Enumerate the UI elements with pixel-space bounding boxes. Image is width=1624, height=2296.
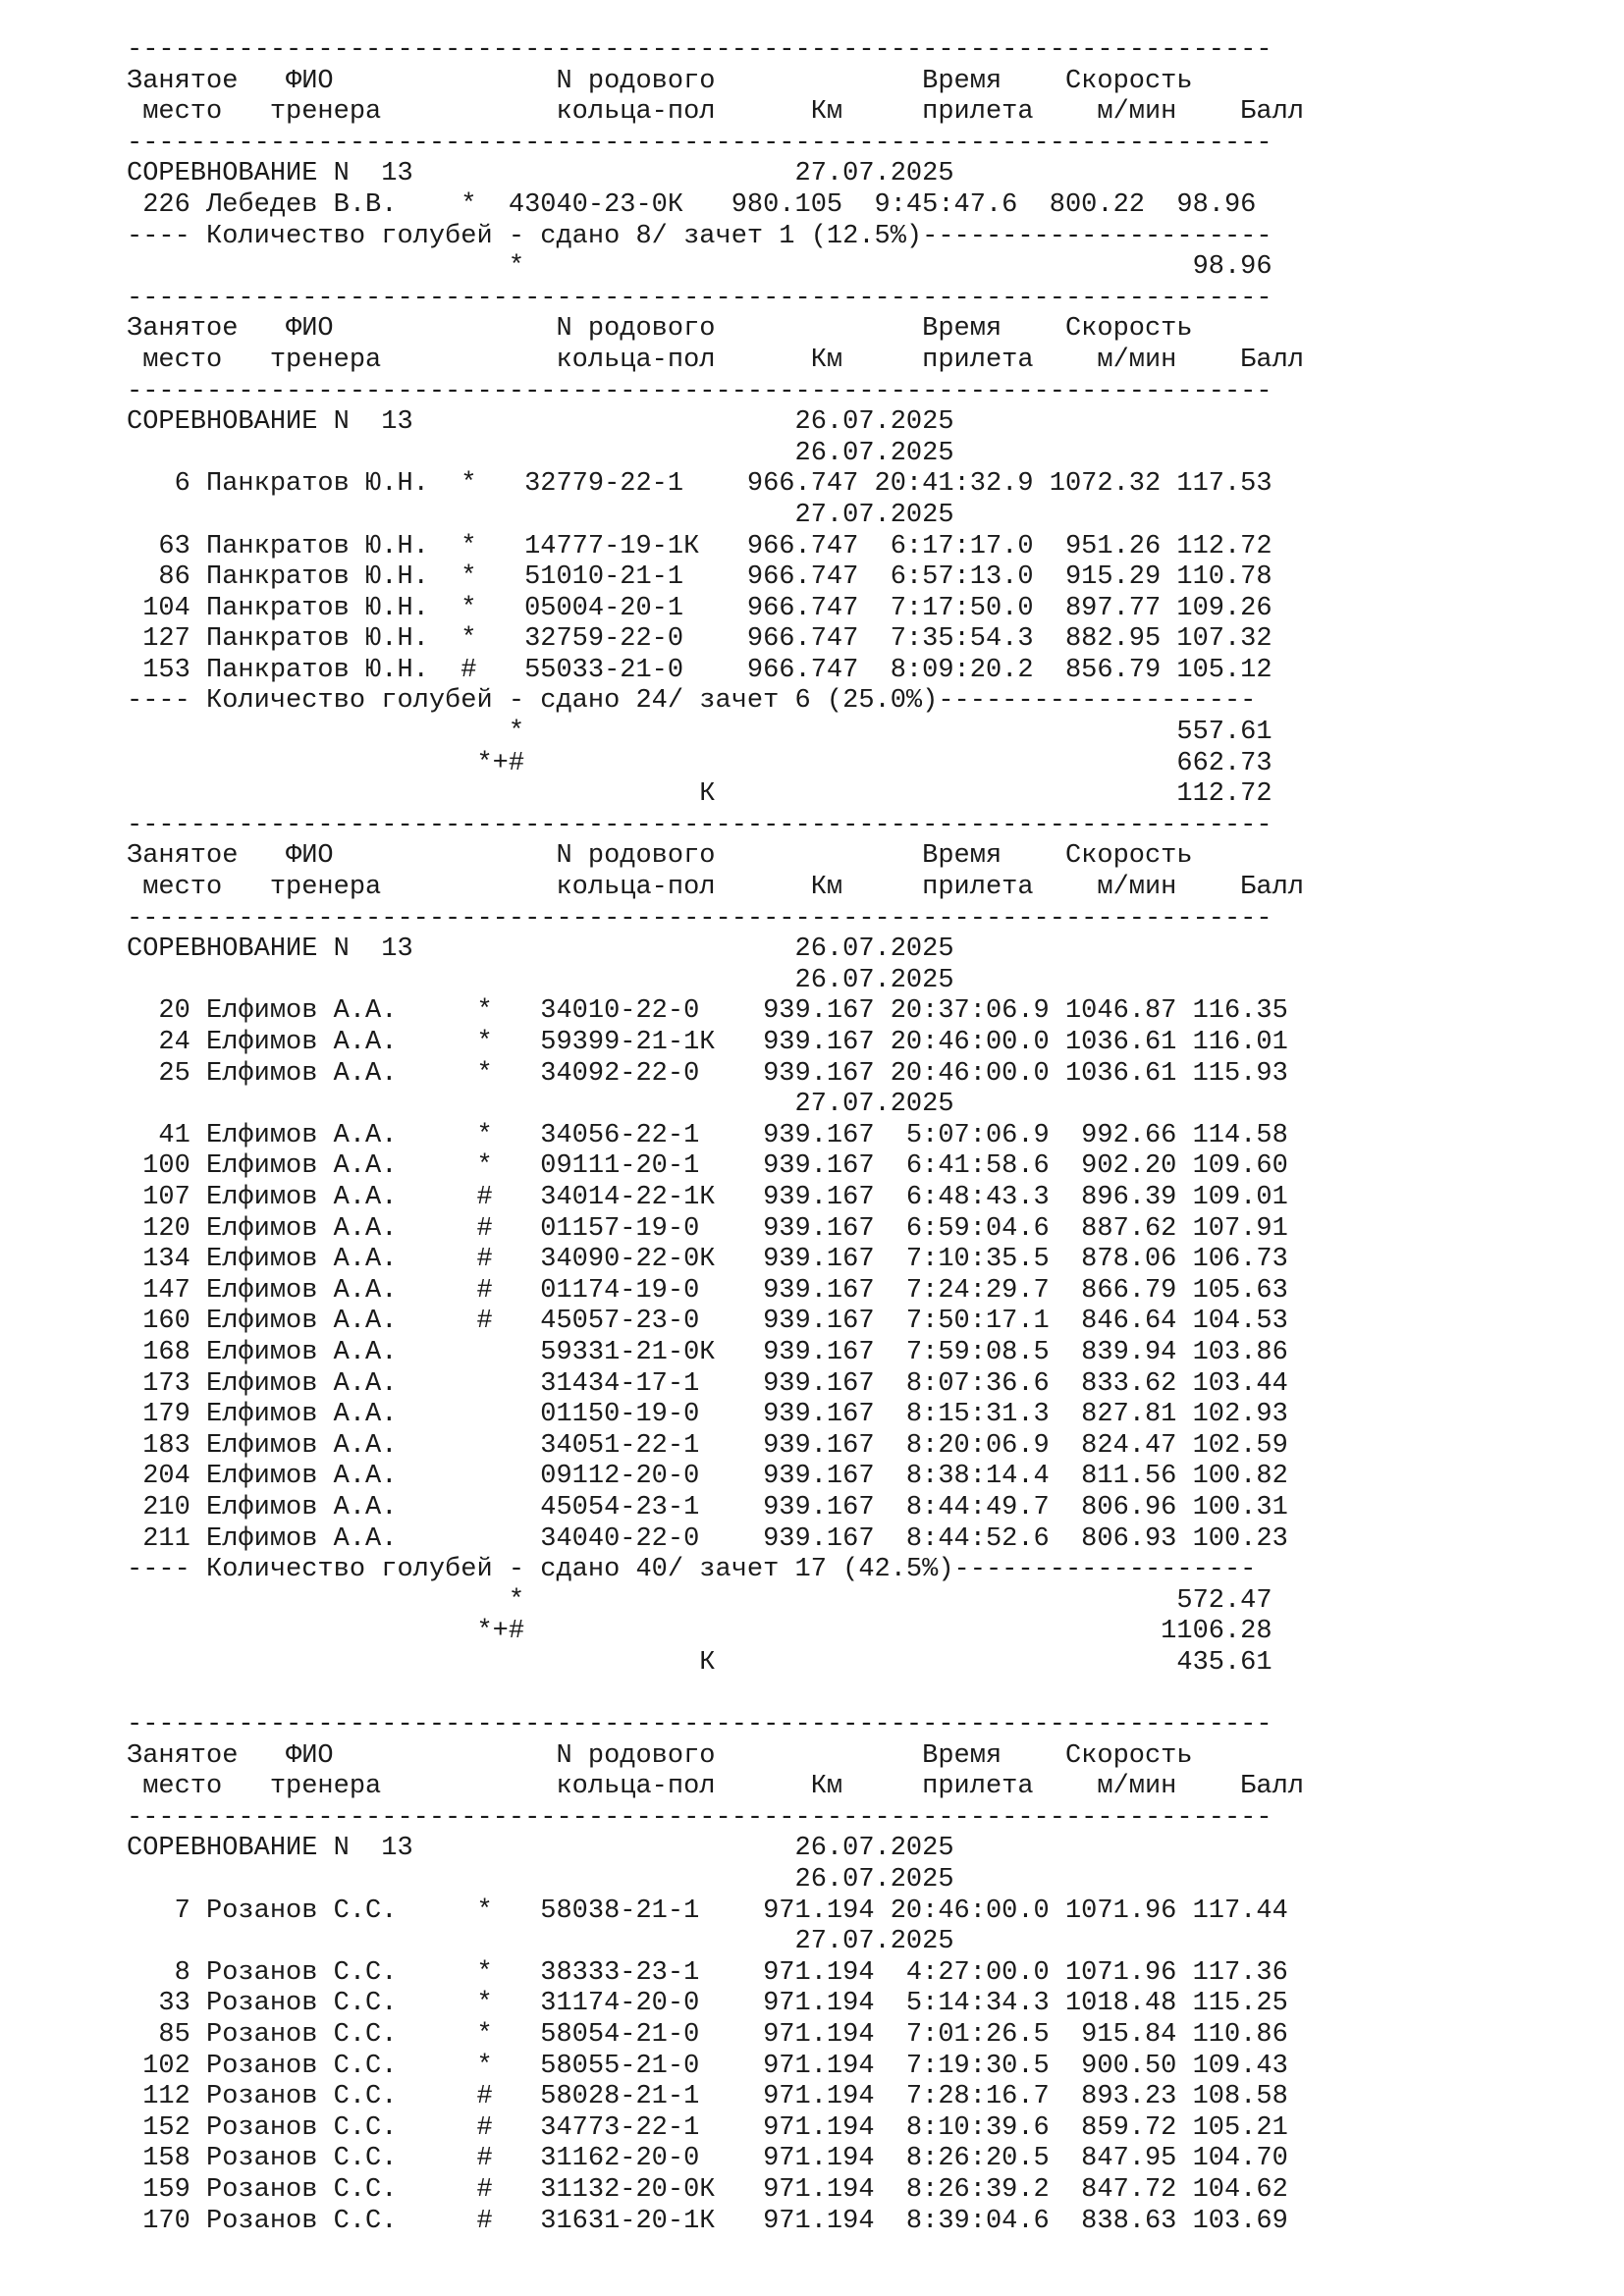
results-line: 210 Елфимов А.А. 45054-23-1 939.167 8:44:49.7 806.96 100.31 <box>127 1492 1288 1522</box>
results-block <box>127 407 1501 811</box>
column-header-line-1: Занятое ФИО N родового Время Скорость <box>127 314 1193 345</box>
results-line: 160 Елфимов А.А. # 45057-23-0 939.167 7:50:17.1 846.64 104.53 <box>127 1307 1288 1337</box>
results-line: 102 Розанов С.С. * 58055-21-0 971.194 7:19:30.5 900.50 109.43 <box>127 2051 1288 2081</box>
results-line: 26.07.2025 <box>127 965 954 995</box>
column-header-line-1: Занятое ФИО N родового Время Скорость <box>127 1740 1193 1771</box>
column-header-line-1: Занятое ФИО N родового Время Скорость <box>127 841 1193 872</box>
column-header-line-2: место тренера кольца-пол Км прилета м/мин Балл <box>127 345 1304 375</box>
separator-line: ------------------------------------------------------------------------ <box>127 1710 1272 1740</box>
results-line: *+# 662.73 <box>127 748 1272 778</box>
results-line: * 572.47 <box>127 1585 1272 1616</box>
column-header-line-2: место тренера кольца-пол Км прилета м/мин Балл <box>127 1772 1304 1802</box>
results-line: 7 Розанов С.С. * 58038-21-1 971.194 20:46:00.0 1071.96 117.44 <box>127 1896 1288 1926</box>
results-line: 183 Елфимов А.А. 34051-22-1 939.167 8:20:06.9 824.47 102.59 <box>127 1430 1288 1461</box>
results-line: 27.07.2025 <box>127 500 954 530</box>
column-header-line-1: Занятое ФИО N родового Время Скорость <box>127 66 1193 96</box>
results-line: 6 Панкратов Ю.Н. * 32779-22-1 966.747 20:41:32.9 1072.32 117.53 <box>127 469 1272 500</box>
results-line: 211 Елфимов А.А. 34040-22-0 939.167 8:44:52.6 806.93 100.23 <box>127 1523 1288 1554</box>
results-line: 170 Розанов С.С. # 31631-20-1К 971.194 8:39:04.6 838.63 103.69 <box>127 2206 1288 2236</box>
separator-line: ------------------------------------------------------------------------ <box>127 35 1272 65</box>
results-line: ---- Количество голубей - сдано 24/ зачет 6 (25.0%)-------------------- <box>127 686 1257 717</box>
results-line: * 98.96 <box>127 252 1272 283</box>
results-line: 179 Елфимов А.А. 01150-19-0 939.167 8:15:31.3 827.81 102.93 <box>127 1400 1288 1430</box>
results-line: 112 Розанов С.С. # 58028-21-1 971.194 7:28:16.7 893.23 108.58 <box>127 2082 1288 2112</box>
results-line: СОРЕВНОВАНИЕ N 13 26.07.2025 <box>127 1834 954 1864</box>
results-line: ---- Количество голубей - сдано 8/ зачет 1 (12.5%)---------------------- <box>127 221 1272 251</box>
results-line: 226 Лебедев В.В. * 43040-23-0К 980.105 9:45:47.6 800.22 98.96 <box>127 189 1257 220</box>
results-line: К 112.72 <box>127 779 1272 810</box>
results-line: 33 Розанов С.С. * 31174-20-0 971.194 5:14:34.3 1018.48 115.25 <box>127 1989 1288 2019</box>
results-line: СОРЕВНОВАНИЕ N 13 27.07.2025 <box>127 159 954 189</box>
results-line: 158 Розанов С.С. # 31162-20-0 971.194 8:26:20.5 847.95 104.70 <box>127 2144 1288 2174</box>
results-line: СОРЕВНОВАНИЕ N 13 26.07.2025 <box>127 407 954 438</box>
results-block <box>127 934 1501 1679</box>
results-line: 20 Елфимов А.А. * 34010-22-0 939.167 20:37:06.9 1046.87 116.35 <box>127 996 1288 1027</box>
results-line: 107 Елфимов А.А. # 34014-22-1К 939.167 6:48:43.3 896.39 109.01 <box>127 1182 1288 1212</box>
results-document <box>127 35 1501 2237</box>
separator-line: ------------------------------------------------------------------------ <box>127 903 1272 934</box>
results-line: 152 Розанов С.С. # 34773-22-1 971.194 8:10:39.6 859.72 105.21 <box>127 2112 1288 2143</box>
separator-line: ------------------------------------------------------------------------ <box>127 1802 1272 1833</box>
results-line: 26.07.2025 <box>127 1865 954 1896</box>
separator-line: ------------------------------------------------------------------------ <box>127 810 1272 840</box>
results-line: 173 Елфимов А.А. 31434-17-1 939.167 8:07:36.6 833.62 103.44 <box>127 1368 1288 1399</box>
results-line: 104 Панкратов Ю.Н. * 05004-20-1 966.747 7:17:50.0 897.77 109.26 <box>127 593 1272 623</box>
separator-line: ------------------------------------------------------------------------ <box>127 128 1272 158</box>
results-line: 26.07.2025 <box>127 438 954 468</box>
results-line: ---- Количество голубей - сдано 40/ зачет 17 (42.5%)------------------- <box>127 1555 1257 1585</box>
results-line: 8 Розанов С.С. * 38333-23-1 971.194 4:27:00.0 1071.96 117.36 <box>127 1957 1288 1988</box>
results-block <box>127 159 1501 283</box>
blank-line <box>127 1679 1501 1710</box>
results-line: 127 Панкратов Ю.Н. * 32759-22-0 966.747 7:35:54.3 882.95 107.32 <box>127 624 1272 655</box>
separator-line: ------------------------------------------------------------------------ <box>127 376 1272 406</box>
results-line: 85 Розанов С.С. * 58054-21-0 971.194 7:01:26.5 915.84 110.86 <box>127 2020 1288 2050</box>
results-line: К 435.61 <box>127 1647 1272 1678</box>
results-line: 168 Елфимов А.А. 59331-21-0К 939.167 7:59:08.5 839.94 103.86 <box>127 1337 1288 1367</box>
results-line: * 557.61 <box>127 718 1272 748</box>
results-line: 25 Елфимов А.А. * 34092-22-0 939.167 20:46:00.0 1036.61 115.93 <box>127 1058 1288 1089</box>
results-line: 153 Панкратов Ю.Н. # 55033-21-0 966.747 8:09:20.2 856.79 105.12 <box>127 655 1272 685</box>
column-header-line-2: место тренера кольца-пол Км прилета м/мин Балл <box>127 873 1304 903</box>
results-line: 100 Елфимов А.А. * 09111-20-1 939.167 6:41:58.6 902.20 109.60 <box>127 1151 1288 1182</box>
results-line: 63 Панкратов Ю.Н. * 14777-19-1К 966.747 6:17:17.0 951.26 112.72 <box>127 531 1272 561</box>
results-line: 27.07.2025 <box>127 1090 954 1120</box>
results-block <box>127 1834 1501 2237</box>
results-line: 86 Панкратов Ю.Н. * 51010-21-1 966.747 6:57:13.0 915.29 110.78 <box>127 562 1272 593</box>
results-line: СОРЕВНОВАНИЕ N 13 26.07.2025 <box>127 934 954 965</box>
results-line: 120 Елфимов А.А. # 01157-19-0 939.167 6:59:04.6 887.62 107.91 <box>127 1213 1288 1244</box>
results-line: *+# 1106.28 <box>127 1617 1272 1647</box>
results-line: 27.07.2025 <box>127 1927 954 1957</box>
column-header-line-2: место тренера кольца-пол Км прилета м/мин Балл <box>127 97 1304 128</box>
results-line: 134 Елфимов А.А. # 34090-22-0К 939.167 7:10:35.5 878.06 106.73 <box>127 1245 1288 1275</box>
separator-line: ------------------------------------------------------------------------ <box>127 283 1272 313</box>
results-line: 147 Елфимов А.А. # 01174-19-0 939.167 7:24:29.7 866.79 105.63 <box>127 1275 1288 1306</box>
results-line: 24 Елфимов А.А. * 59399-21-1К 939.167 20:46:00.0 1036.61 116.01 <box>127 1028 1288 1057</box>
results-line: 204 Елфимов А.А. 09112-20-0 939.167 8:38:14.4 811.56 100.82 <box>127 1462 1288 1492</box>
results-line: 41 Елфимов А.А. * 34056-22-1 939.167 5:07:06.9 992.66 114.58 <box>127 1120 1288 1150</box>
results-line: 159 Розанов С.С. # 31132-20-0К 971.194 8:26:39.2 847.72 104.62 <box>127 2174 1288 2205</box>
